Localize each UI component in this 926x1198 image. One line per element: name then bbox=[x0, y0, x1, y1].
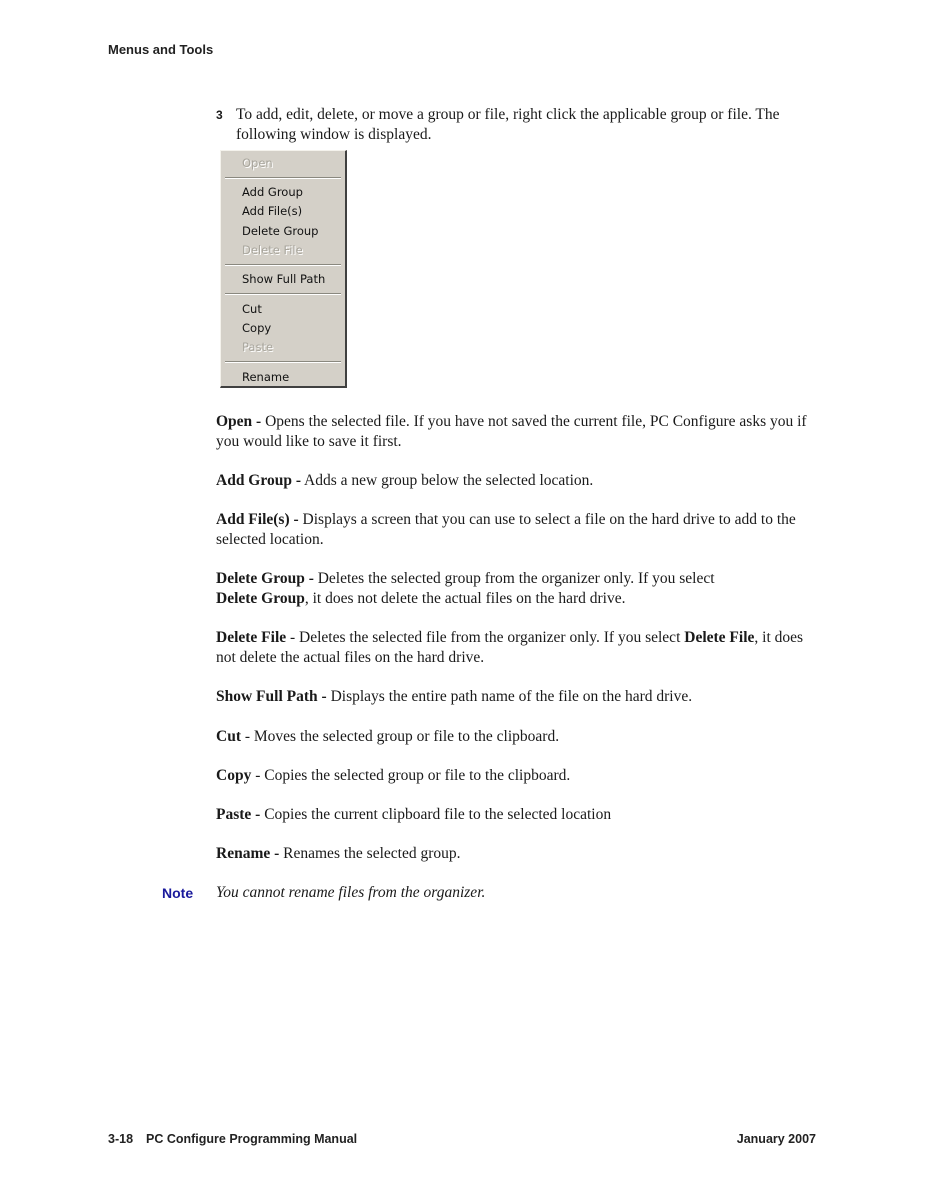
desc-text: Displays a screen that you can use to select a file on the hard drive to add to the selected location. bbox=[216, 511, 796, 548]
menu-separator bbox=[225, 361, 341, 363]
desc-term: Delete Group bbox=[216, 590, 305, 607]
menu-separator bbox=[225, 293, 341, 295]
desc-cut bbox=[216, 727, 822, 747]
desc-show-full-path bbox=[216, 687, 822, 707]
desc-open bbox=[216, 412, 822, 452]
menu-item-delete-file: Delete File bbox=[242, 243, 303, 257]
desc-text: Opens the selected file. If you have not saved the current file, PC Configure asks you if you would like to save it first. bbox=[216, 413, 807, 450]
desc-delete-file bbox=[216, 628, 822, 668]
desc-copy bbox=[216, 766, 822, 786]
desc-term: Paste - bbox=[216, 806, 261, 823]
menu-item-copy[interactable]: Copy bbox=[242, 321, 272, 335]
desc-text: Deletes the selected group from the organizer only. If you select bbox=[313, 570, 715, 587]
desc-text: , it does not delete the actual files on the hard drive. bbox=[216, 629, 804, 666]
menu-item-delete-group[interactable]: Delete Group bbox=[242, 224, 319, 238]
desc-term: Open - bbox=[216, 413, 262, 430]
footer-date: January 2007 bbox=[736, 1132, 816, 1146]
desc-text: Renames the selected group. bbox=[279, 845, 461, 862]
desc-term: Rename - bbox=[216, 845, 280, 862]
desc-text: - Deletes the selected file from the organizer only. If you select bbox=[286, 629, 685, 646]
desc-term: Copy bbox=[216, 767, 252, 784]
desc-add-group bbox=[216, 471, 822, 491]
menu-separator bbox=[225, 177, 341, 179]
menu-item-open: Open bbox=[242, 156, 273, 170]
desc-term: Show Full Path - bbox=[216, 688, 327, 705]
desc-text: - Copies the selected group or file to the clipboard. bbox=[251, 767, 571, 784]
section-header: Menus and Tools bbox=[108, 42, 214, 57]
desc-text: Adds a new group below the selected location. bbox=[301, 472, 594, 489]
menu-item-add-group[interactable]: Add Group bbox=[242, 185, 303, 199]
note-label: Note bbox=[162, 885, 194, 901]
desc-term: Delete File bbox=[216, 629, 287, 646]
desc-add-files bbox=[216, 510, 822, 550]
footer-manual-title: PC Configure Programming Manual bbox=[146, 1132, 358, 1146]
menu-item-cut[interactable]: Cut bbox=[242, 302, 262, 316]
menu-separator bbox=[225, 264, 341, 266]
desc-text: - Moves the selected group or file to the clipboard. bbox=[240, 728, 560, 745]
desc-term: Delete File bbox=[684, 629, 755, 646]
desc-text: Copies the current clipboard file to the selected location bbox=[260, 806, 612, 823]
desc-text: , it does not delete the actual files on the hard drive. bbox=[304, 590, 626, 607]
desc-term: Add File(s) - bbox=[216, 511, 299, 528]
menu-item-rename[interactable]: Rename bbox=[242, 370, 290, 384]
desc-text: Displays the entire path name of the file on the hard drive. bbox=[326, 688, 693, 705]
menu-item-add-files[interactable]: Add File(s) bbox=[242, 204, 303, 218]
desc-delete-group bbox=[216, 569, 822, 609]
menu-item-paste: Paste bbox=[242, 340, 274, 354]
desc-term: Cut bbox=[216, 728, 241, 745]
desc-term: Delete Group - bbox=[216, 570, 314, 587]
step-text: To add, edit, delete, or move a group or file, right click the applicable group or file. The following window is displayed. bbox=[236, 106, 780, 143]
menu-item-show-full-path[interactable]: Show Full Path bbox=[242, 272, 326, 286]
step-number: 3 bbox=[216, 108, 223, 122]
footer-page-number: 3-18 bbox=[108, 1132, 134, 1146]
context-menu bbox=[220, 150, 347, 388]
desc-paste bbox=[216, 805, 822, 825]
desc-rename bbox=[216, 844, 822, 864]
desc-term: Add Group - bbox=[216, 472, 301, 489]
note-text: You cannot rename files from the organizer. bbox=[216, 884, 486, 901]
